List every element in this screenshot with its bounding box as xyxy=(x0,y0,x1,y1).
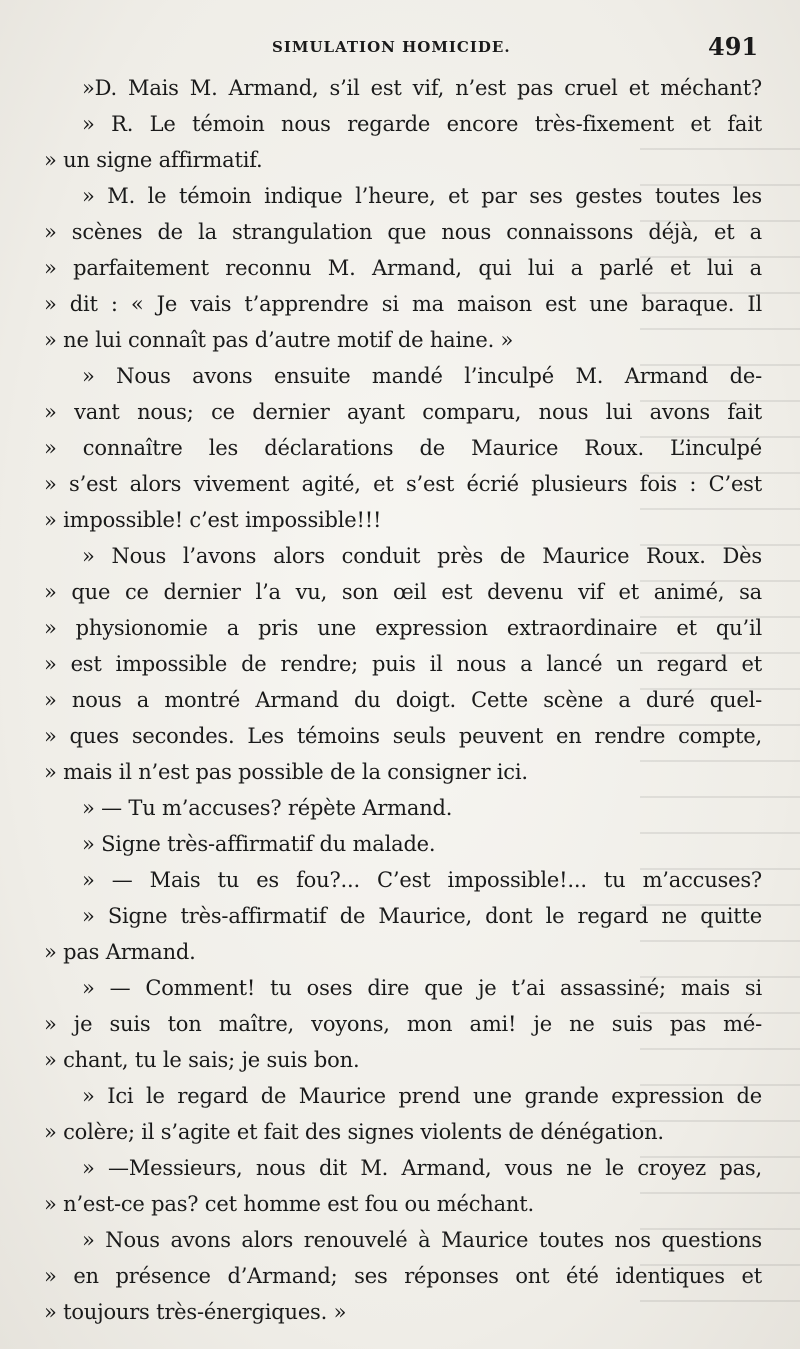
page-number: 491 xyxy=(708,32,759,61)
running-head: SIMULATION HOMICIDE. xyxy=(272,38,511,56)
text-line: » pas Armand. xyxy=(44,940,196,964)
text-line: » parfaitement reconnu M. Armand, qui lui a parlé et lui a xyxy=(44,256,762,280)
text-line: » chant, tu le sais; je suis bon. xyxy=(44,1048,360,1072)
text-line: » toujours très-énergiques. » xyxy=(44,1300,347,1324)
text-line: » physionomie a pris une expression extraordinaire et qu’il xyxy=(44,616,762,640)
text-line: » Ici le regard de Maurice prend une grande expression de xyxy=(82,1084,762,1108)
text-line: » n’est-ce pas? cet homme est fou ou méchant. xyxy=(44,1192,534,1216)
text-line: » un signe affirmatif. xyxy=(44,148,263,172)
text-line: » colère; il s’agite et fait des signes violents de dénégation. xyxy=(44,1120,664,1144)
body-text xyxy=(44,70,762,1330)
text-line: » Nous avons ensuite mandé l’inculpé M. Armand de- xyxy=(82,364,762,388)
text-line: » scènes de la strangulation que nous connaissons déjà, et a xyxy=(44,220,762,244)
text-line: » est impossible de rendre; puis il nous a lancé un regard et xyxy=(44,652,762,676)
text-line: » connaître les déclarations de Maurice Roux. L’inculpé xyxy=(44,436,762,460)
text-line: » — Tu m’accuses? répète Armand. xyxy=(82,796,453,820)
text-line: » impossible! c’est impossible!!! xyxy=(44,508,382,532)
text-line: » R. Le témoin nous regarde encore très-fixement et fait xyxy=(82,112,762,136)
text-line: » ne lui connaît pas d’autre motif de haine. » xyxy=(44,328,514,352)
page-header xyxy=(0,30,800,60)
text-line: » Nous l’avons alors conduit près de Maurice Roux. Dès xyxy=(82,544,762,568)
text-line: » M. le témoin indique l’heure, et par ses gestes toutes les xyxy=(82,184,762,208)
text-line: » s’est alors vivement agité, et s’est écrié plusieurs fois : C’est xyxy=(44,472,762,496)
text-line: » — Mais tu es fou?... C’est impossible!... tu m’accuses? xyxy=(82,868,762,892)
text-line: » vant nous; ce dernier ayant comparu, nous lui avons fait xyxy=(44,400,762,424)
text-line: » que ce dernier l’a vu, son œil est devenu vif et animé, sa xyxy=(44,580,762,604)
text-line: » nous a montré Armand du doigt. Cette scène a duré quel- xyxy=(44,688,762,712)
text-line: » Signe très-affirmatif du malade. xyxy=(82,832,436,856)
text-line: » mais il n’est pas possible de la consigner ici. xyxy=(44,760,528,784)
text-line: » je suis ton maître, voyons, mon ami! je ne suis pas mé- xyxy=(44,1012,762,1036)
text-line: » Signe très-affirmatif de Maurice, dont le regard ne quitte xyxy=(82,904,762,928)
text-line: » en présence d’Armand; ses réponses ont été identiques et xyxy=(44,1264,762,1288)
text-line: » — Comment! tu oses dire que je t’ai assassiné; mais si xyxy=(82,976,762,1000)
text-line: » dit : « Je vais t’apprendre si ma maison est une baraque. Il xyxy=(44,292,762,316)
text-line: » Nous avons alors renouvelé à Maurice toutes nos questions xyxy=(82,1228,762,1252)
text-line: » ques secondes. Les témoins seuls peuvent en rendre compte, xyxy=(44,724,762,748)
text-line: »D. Mais M. Armand, s’il est vif, n’est pas cruel et méchant? xyxy=(82,76,762,100)
text-line: » —Messieurs, nous dit M. Armand, vous ne le croyez pas, xyxy=(82,1156,762,1180)
